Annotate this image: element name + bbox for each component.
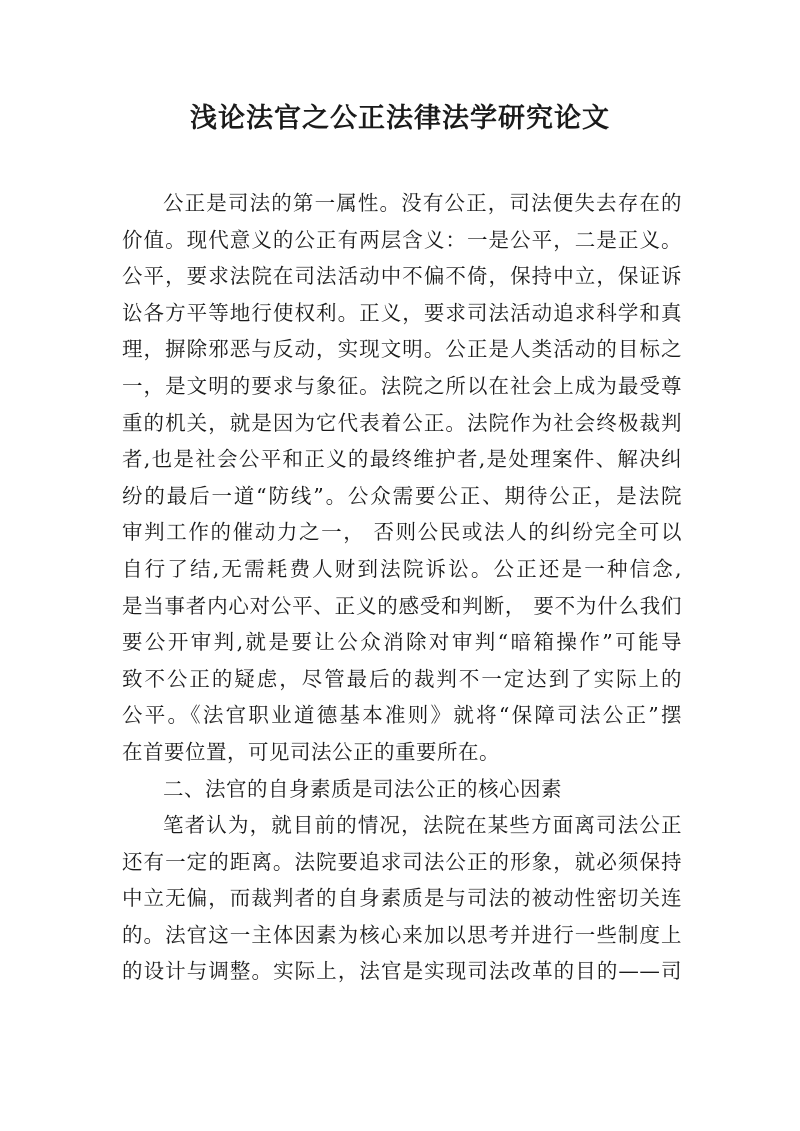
text-line: 致不公正的疑虑，尽管最后的裁判不一定达到了实际上的 xyxy=(122,666,682,691)
text-line: 还有一定的距离。法院要追求司法公正的形象，就必须保持 xyxy=(122,849,682,874)
text-line: 笔者认为，就目前的情况，法院在某些方面离司法公正 xyxy=(163,813,682,838)
text-line: 自行了结,无需耗费人财到法院诉讼。公正还是一种信念, xyxy=(122,556,682,581)
text-line: 一，是文明的要求与象征。法院之所以在社会上成为最受尊 xyxy=(122,373,682,398)
text-line: 的设计与调整。实际上，法官是实现司法改革的目的——司 xyxy=(122,959,682,984)
text-line: 二、法官的自身素质是司法公正的核心因素 xyxy=(163,776,562,801)
document-body xyxy=(122,185,682,990)
text-line: 讼各方平等地行使权利。正义，要求司法活动追求科学和真 xyxy=(122,300,682,325)
text-line: 要公开审判,就是要让公众消除对审判“暗箱操作”可能导 xyxy=(122,630,682,655)
text-line: 公平，要求法院在司法活动中不偏不倚，保持中立，保证诉 xyxy=(122,264,682,289)
text-line: 审判工作的催动力之一， 否则公民或法人的纠纷完全可以 xyxy=(122,520,682,545)
text-line: 公平。《法官职业道德基本准则》就将“保障司法公正”摆 xyxy=(122,703,682,728)
text-line: 理，摒除邪恶与反动，实现文明。公正是人类活动的目标之 xyxy=(122,337,682,362)
text-line: 的。法官这一主体因素为核心来加以思考并进行一些制度上 xyxy=(122,922,682,947)
text-line: 者,也是社会公平和正义的最终维护者,是处理案件、解决纠 xyxy=(122,447,682,472)
text-line: 重的机关，就是因为它代表着公正。法院作为社会终极裁判 xyxy=(122,410,682,435)
text-line: 在首要位置，可见司法公正的重要所在。 xyxy=(122,739,500,764)
text-line: 价值。现代意义的公正有两层含义：一是公平，二是正义。 xyxy=(122,227,682,252)
text-line: 是当事者内心对公平、正义的感受和判断， 要不为什么我们 xyxy=(122,593,682,618)
text-line: 中立无偏，而裁判者的自身素质是与司法的被动性密切关连 xyxy=(122,886,682,911)
text-line: 纷的最后一道“防线”。公众需要公正、期待公正，是法院 xyxy=(122,483,682,508)
text-line: 公正是司法的第一属性。没有公正，司法便失去存在的 xyxy=(163,191,682,215)
document-title: 浅论法官之公正法律法学研究论文 xyxy=(190,103,610,134)
